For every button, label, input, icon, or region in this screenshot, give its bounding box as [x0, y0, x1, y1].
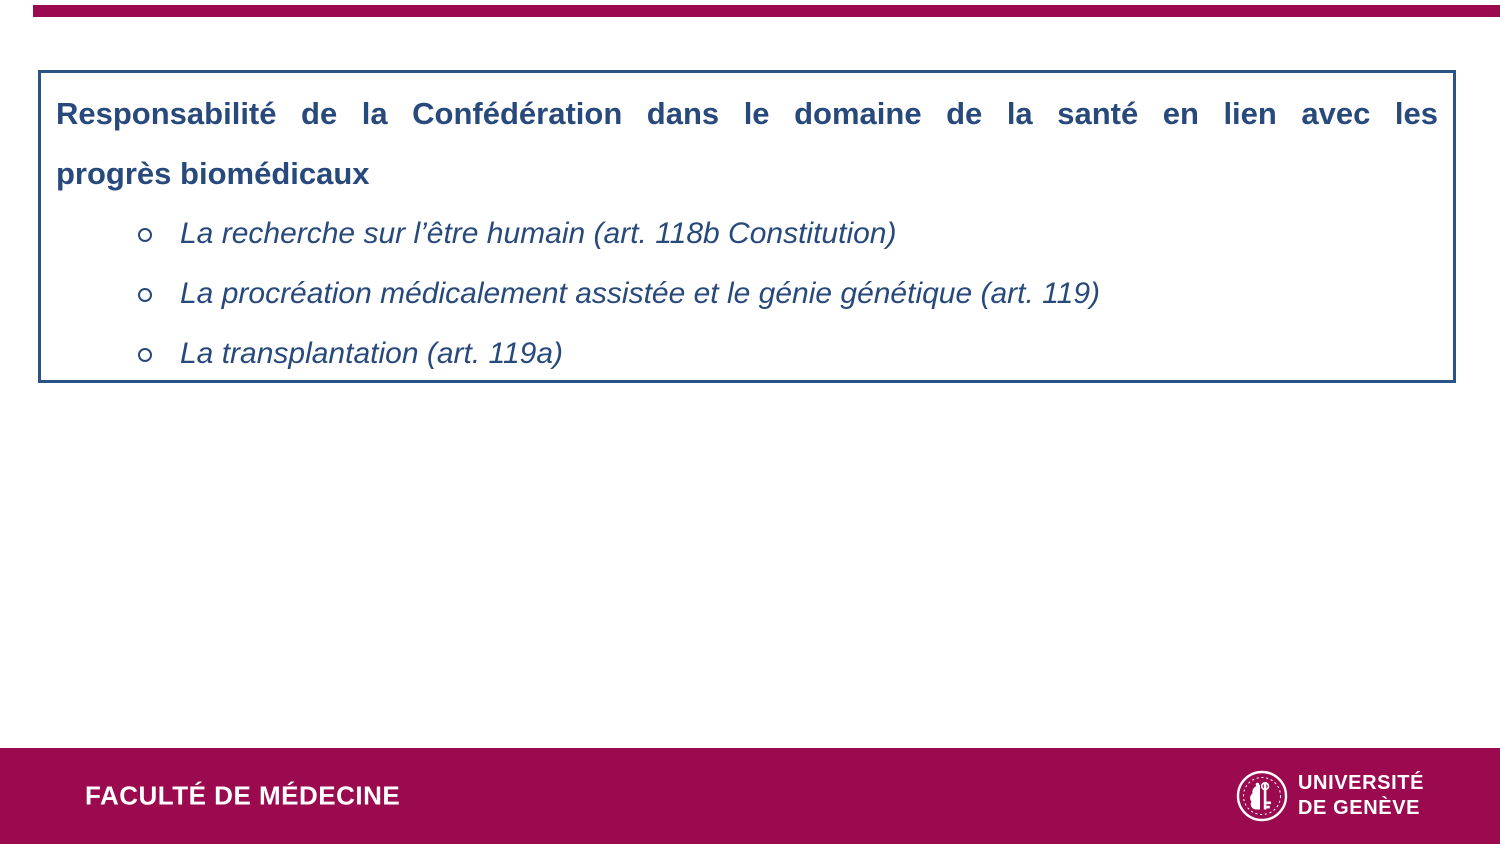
- logo-wordmark: [1298, 771, 1424, 821]
- logo-text-line2: DE GENÈVE: [1298, 797, 1421, 819]
- circle-bullet-icon: [138, 288, 152, 302]
- bullet-text: La transplantation (art. 119a): [180, 337, 564, 370]
- logo-text-line1: UNIVERSITÉ: [1298, 772, 1425, 794]
- slide-title-line2: progrès biomédicaux: [56, 156, 370, 191]
- title-box: [38, 70, 1456, 383]
- unige-logo: [1236, 770, 1424, 822]
- faculty-label: FACULTÉ DE MÉDECINE: [85, 780, 401, 811]
- bullet-item: [56, 264, 1438, 324]
- bullet-list: [56, 204, 1438, 384]
- bullet-text: La recherche sur l’être humain (art. 118b Constitution): [180, 217, 897, 250]
- unige-seal-icon: [1236, 770, 1288, 822]
- top-accent-bar: [33, 5, 1500, 17]
- slide-title-line1: Responsabilité de la Confédération dans le domaine de la santé en lien avec les: [56, 96, 1438, 131]
- bullet-item: [56, 204, 1438, 264]
- footer-bar: [0, 748, 1500, 844]
- bullet-item: [56, 324, 1438, 384]
- circle-bullet-icon: [138, 348, 152, 362]
- circle-bullet-icon: [138, 228, 152, 242]
- bullet-text: La procréation médicalement assistée et le génie génétique (art. 119): [180, 277, 1100, 310]
